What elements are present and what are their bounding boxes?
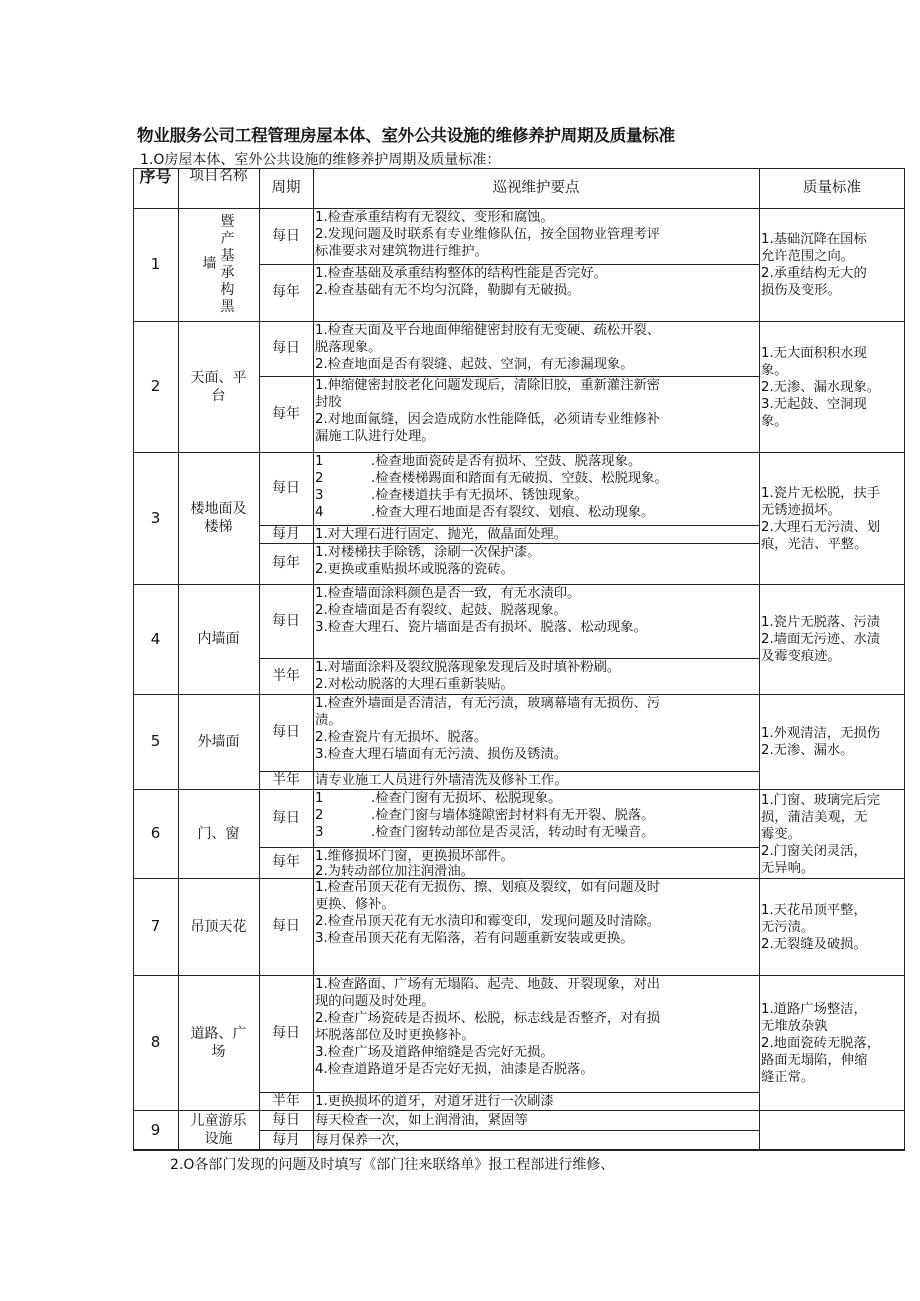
quality-standard-line: 无污渍。 (761, 919, 815, 935)
maintenance-point-text: .检查门窗与墙体缝隙密封材料有无开裂、脱落。 (371, 808, 655, 823)
quality-standard-line: 及霉变痕迹。 (761, 649, 841, 664)
row-item-name-lines (191, 369, 247, 405)
row-period-label: 每日 (272, 809, 300, 826)
maintenance-point-text: .检查地面瓷砖是否有损坏、空鼓、脱落现象。 (371, 454, 642, 469)
maintenance-point: 2.检查墙面是否有裂纹、起鼓、脱落现象。 (315, 603, 568, 618)
maintenance-point: 1.维修损坏门窗，更换损坏部件。 (315, 849, 514, 863)
maintenance-point: 每天检查一次，如上润滑油，紧固等 (315, 1113, 528, 1128)
quality-standard-line: 2.门窗关闭灵活， (761, 843, 867, 859)
quality-standard-line: 2.大理石无污渍、划 (761, 519, 881, 535)
row-seq: 8 (150, 1033, 161, 1051)
maintenance-point-text: .检查门窗有无损坏、松脱现象。 (371, 791, 562, 806)
row-quality-standard (759, 321, 905, 452)
row-item-name-char: 构 (220, 281, 235, 298)
maintenance-point: 1.检查吊顶天花有无损伤、擦、划痕及裂纹，如有问题及时 (315, 880, 661, 895)
row-item-name (178, 321, 259, 452)
row-item-name-line: 吊顶天花 (190, 918, 247, 935)
row-maintenance-points (313, 264, 759, 321)
quality-standard-line: 损，蒲洁美观，无 (761, 809, 868, 825)
row-period-label: 半年 (272, 667, 300, 684)
row-period-label: 每日 (272, 724, 300, 740)
row-maintenance-points (313, 584, 759, 658)
maintenance-point-index: 1 (315, 791, 324, 806)
maintenance-point: 1.更换损坏的道牙，对道牙进行一次刷漆 (315, 1094, 554, 1109)
row-period-label: 每年 (272, 405, 300, 422)
row-item-name-lines (191, 500, 247, 536)
quality-standard-line: 允许范围之向。 (761, 249, 855, 264)
row-item-name-lines (191, 1112, 247, 1148)
section-heading: 1.O房屋本体、室外公共设施的维修养护周期及质量标准： (140, 152, 501, 168)
row-seq: 9 (150, 1120, 161, 1139)
maintenance-point: 脱落现象。 (315, 340, 382, 355)
quality-standard-line: 象。 (761, 362, 788, 378)
row-item-name-lines (198, 630, 240, 648)
row-period-label: 每月 (272, 525, 300, 542)
header-seq: 序号 (139, 168, 172, 186)
maintenance-point: 渍。 (315, 713, 342, 728)
row-seq: 1 (150, 255, 161, 273)
maintenance-point: 1.伸缩健密封胶老化问题发现后，清除旧胶，重新灌注新密 (315, 378, 661, 393)
row-period-label: 每年 (272, 854, 300, 870)
row-item-name-stack (221, 214, 235, 316)
maintenance-point (315, 504, 759, 521)
maintenance-point (315, 824, 759, 841)
maintenance-point-index: 2 (315, 471, 324, 486)
maintenance-point: 1.检查基础及承重结构整体的结构性能是否完好。 (315, 266, 607, 281)
row-period-label: 每日 (272, 612, 300, 629)
row-item-name-line: 外墙面 (197, 733, 240, 750)
maintenance-table (133, 168, 905, 1150)
maintenance-point (315, 807, 759, 824)
maintenance-point-index: 3 (315, 825, 324, 840)
maintenance-point: 1.检查路面、广场有无塌陷、起壳、地鼓、开裂现象，对出 (315, 977, 661, 992)
row-item-name-line: 台 (211, 387, 226, 404)
maintenance-point: 3.检查吊顶天花有无陷落，若有问题重新安装或更换。 (315, 931, 634, 946)
quality-standard-line: 2.墙面无污迹、水渍 (761, 632, 881, 647)
quality-standard-line: 无异响。 (761, 860, 815, 876)
row-item-name-lines (198, 733, 240, 751)
maintenance-point: 每月保养一次， (315, 1133, 409, 1148)
row-item-name-line: 道路、广 (190, 1025, 247, 1042)
maintenance-point-index: 4 (315, 505, 324, 520)
maintenance-point: 1.检查外墙面是否清洁，有无污渍，玻璃幕墙有无损伤、污 (315, 696, 661, 711)
row-item-name-line: 内墙面 (197, 631, 240, 647)
row-maintenance-points (313, 452, 759, 525)
quality-standard-line: 无堆放杂孰 (761, 1018, 828, 1034)
maintenance-point-index: 2 (315, 808, 324, 823)
maintenance-point: 更换、修补。 (315, 897, 395, 912)
quality-standard-line: 无锈迹损坏。 (761, 502, 841, 518)
quality-standard-line: 1.外观清洁，无损伤 (761, 726, 881, 741)
row-seq: 2 (150, 377, 161, 395)
maintenance-point-index: 3 (315, 488, 324, 503)
row-maintenance-points (313, 1092, 759, 1110)
row-seq: 3 (150, 508, 161, 527)
row-maintenance-points (313, 543, 759, 584)
quality-standard-line: 霉变。 (761, 826, 801, 842)
maintenance-point: 封胶 (315, 395, 342, 410)
row-maintenance-points (313, 878, 759, 975)
table-rule (133, 1150, 905, 1151)
row-item-name (178, 208, 259, 321)
row-item-name-line: 门、窗 (197, 825, 240, 842)
row-item-name (178, 878, 259, 975)
maintenance-point (315, 470, 759, 487)
maintenance-point: 1.检查墙面涂料颜色是否一致，有无水渍印。 (315, 586, 581, 601)
maintenance-point: 1.对楼梯扶手除锈，涂刷一次保护漆。 (315, 545, 541, 560)
row-maintenance-points (313, 789, 759, 847)
row-quality-standard (759, 208, 905, 321)
row-period-label: 每日 (272, 1111, 300, 1128)
quality-standard-line: 1.基础沉降在国标 (761, 232, 867, 247)
row-maintenance-points (313, 1110, 759, 1130)
header-standard: 质量标准 (803, 179, 861, 196)
row-maintenance-points (313, 208, 759, 264)
maintenance-point: 2.检查瓷片有无损坏、脱落。 (315, 730, 488, 745)
quality-standard-line: 损伤及变形。 (761, 283, 841, 298)
maintenance-point (315, 453, 759, 470)
row-item-name-prefix: 墙 (202, 256, 217, 272)
row-item-name-char: 暨 (220, 213, 235, 230)
row-period-label: 每月 (272, 1131, 300, 1148)
row-maintenance-points (313, 975, 759, 1092)
maintenance-point: 4.检查道路道牙是否完好无损，油漆是否脱落。 (315, 1062, 594, 1077)
maintenance-point-text: .检查楼梯踢面和踏面有无破损、空鼓、松脱现象。 (371, 471, 668, 486)
row-item-name (178, 975, 259, 1110)
row-period-label: 每日 (272, 1025, 300, 1041)
header-period: 周期 (271, 179, 301, 196)
row-period-label: 每年 (272, 284, 300, 300)
maintenance-point: 2.对地面氤缝，因会造成防水性能降低，必须请专业维修补 (315, 412, 661, 427)
row-period-label: 每日 (272, 480, 300, 496)
maintenance-point-text: .检查楼道扶手有无损坏、锈蚀现象。 (371, 488, 588, 503)
maintenance-point: 2.发现问题及时联系有专业维修队伍，按全国物业管理考评 (315, 227, 661, 242)
row-seq: 4 (150, 629, 161, 648)
row-item-name-line: 场 (211, 1043, 226, 1060)
row-item-name-char: 产 (220, 230, 235, 247)
row-period-label: 每日 (272, 227, 300, 244)
quality-standard-line: 1.瓷片无松脱，扶手 (761, 485, 881, 501)
row-item-name-char: 黑 (220, 298, 235, 315)
row-seq: 5 (150, 732, 161, 750)
maintenance-point: 1.对大理石进行固定、抛光，做晶面处理。 (315, 527, 568, 542)
row-item-name-lines (191, 918, 247, 936)
row-period-label: 每日 (272, 340, 300, 356)
maintenance-point: 漏施工队进行处理。 (315, 429, 435, 444)
row-item-name-line: 设施 (204, 1131, 233, 1147)
quality-standard-line: 1.门窗、玻璃完后完 (761, 792, 881, 808)
header-item: 项目名称 (189, 168, 248, 184)
row-maintenance-points (313, 1130, 759, 1150)
row-seq: 7 (150, 917, 161, 935)
row-maintenance-points (313, 694, 759, 771)
maintenance-point: 2.为转动部位加注润滑油。 (315, 864, 474, 878)
maintenance-point: 2.检查地面是否有裂缝、起鼓、空洞，有无渗漏现象。 (315, 357, 634, 372)
section-note: 2.O各部门发现的问题及时填写《部门往来联络单》报工程部进行维修、 (170, 1157, 615, 1173)
maintenance-point: 3.检查广场及道路伸缩缝是否完好无损。 (315, 1045, 554, 1060)
row-item-name (178, 789, 259, 878)
maintenance-point: 2.更换或重贴损坏或脱落的瓷砖。 (315, 562, 514, 577)
quality-standard-line: 2.无渗、漏水。 (761, 743, 854, 758)
row-maintenance-points (313, 321, 759, 376)
row-item-name (178, 1110, 259, 1150)
row-item-name-line: 楼梯 (204, 519, 233, 535)
maintenance-point: 坏脱落部位及时更换修补。 (315, 1028, 475, 1043)
maintenance-point (315, 487, 759, 504)
quality-standard-line: 2.无渗、漏水现象。 (761, 379, 881, 395)
row-item-name-char: 基 (220, 247, 235, 264)
row-period-label: 半年 (272, 771, 300, 788)
maintenance-point: 2.对松动脱落的大理石重新装贴。 (315, 677, 514, 692)
row-period-label: 半年 (272, 1092, 300, 1109)
row-quality-standard (759, 789, 905, 878)
quality-standard-line: 痕，光洁、平整。 (761, 536, 868, 552)
maintenance-point: 2.检查基础有无不均匀沉降，勒脚有无破损。 (315, 283, 581, 298)
quality-standard-line: 1.瓷片无脱落、污渍 (761, 615, 881, 630)
maintenance-point-text: .检查大理石地面是否有裂纹、划痕、松动现象。 (371, 505, 655, 520)
maintenance-point: 现的问题及时处理。 (315, 994, 435, 1009)
row-quality-standard (759, 975, 905, 1110)
row-quality-standard (759, 584, 905, 694)
row-item-name-char: 承 (220, 264, 235, 281)
quality-standard-line: 缝正常。 (761, 1069, 815, 1085)
maintenance-point: 1.检查承重结构有无裂纹、变形和腐蚀。 (315, 210, 554, 225)
row-maintenance-points (313, 847, 759, 878)
quality-standard-line: 3.无起鼓、空洞现 (761, 396, 867, 412)
maintenance-point: 3.检查大理石墙面有无污渍、损伤及锈渍。 (315, 747, 568, 762)
quality-standard-line: 2.无裂缝及破损。 (761, 936, 867, 952)
maintenance-point-text: .检查门窗转动部位是否灵活，转动时有无噪音。 (371, 825, 655, 840)
quality-standard-line: 2.地面瓷砖无脱落， (761, 1035, 881, 1051)
row-maintenance-points (313, 525, 759, 543)
maintenance-point: 1.对墙面涂料及裂纹脱落现象发现后及时填补粉刷。 (315, 660, 621, 675)
quality-standard-line: 2.承重结构无大的 (761, 266, 867, 281)
row-item-name-line: 儿童游乐 (190, 1113, 247, 1129)
row-quality-standard (759, 694, 905, 789)
row-quality-standard (759, 878, 905, 975)
maintenance-point: 2.检查吊顶天花有无水渍印和霉变印，发现问题及时清除。 (315, 914, 661, 929)
document-title: 物业服务公司工程管理房屋本体、室外公共设施的维修养护周期及质量标准 (137, 126, 675, 145)
row-period-label: 每年 (272, 555, 300, 571)
row-item-name (178, 694, 259, 789)
maintenance-point: 1.检查天面及平台地面伸缩健密封胶有无变硬、疏松开裂、 (315, 323, 661, 338)
quality-standard-line: 1.无大面积积水现 (761, 345, 867, 361)
row-quality-standard (759, 452, 905, 584)
row-period-label: 每日 (272, 918, 300, 934)
quality-standard-line: 1.天花吊顶平整， (761, 902, 867, 918)
row-item-name-lines (198, 825, 240, 843)
maintenance-point: 请专业施工人员进行外墙清洗及修补工作。 (315, 773, 568, 788)
row-maintenance-points (313, 658, 759, 694)
row-item-name-lines (191, 1025, 247, 1061)
row-item-name-line: 楼地面及 (190, 501, 247, 517)
maintenance-point-index: 1 (315, 454, 324, 469)
row-maintenance-points (313, 376, 759, 452)
quality-standard-line: 路面无塌陷，伸缩 (761, 1052, 868, 1068)
maintenance-point: 标准要求对建筑物进行维护。 (315, 244, 488, 259)
maintenance-point: 2.检查广场瓷砖是否损坏、松脱，标志线是否整齐，对有损 (315, 1011, 661, 1026)
row-seq: 6 (150, 824, 161, 842)
quality-standard-line: 象。 (761, 413, 788, 429)
row-item-name (178, 584, 259, 694)
header-points: 巡视维护要点 (492, 179, 580, 196)
maintenance-point: 3.检查大理石、瓷片墙面是否有损坏、脱落、松动现象。 (315, 620, 647, 635)
row-item-name (178, 452, 259, 584)
row-maintenance-points (313, 771, 759, 789)
row-item-name-line: 天面、平 (190, 369, 247, 386)
quality-standard-line: 1.道路广场整洁， (761, 1001, 867, 1017)
row-quality-standard (759, 1110, 905, 1150)
maintenance-point (315, 790, 759, 807)
